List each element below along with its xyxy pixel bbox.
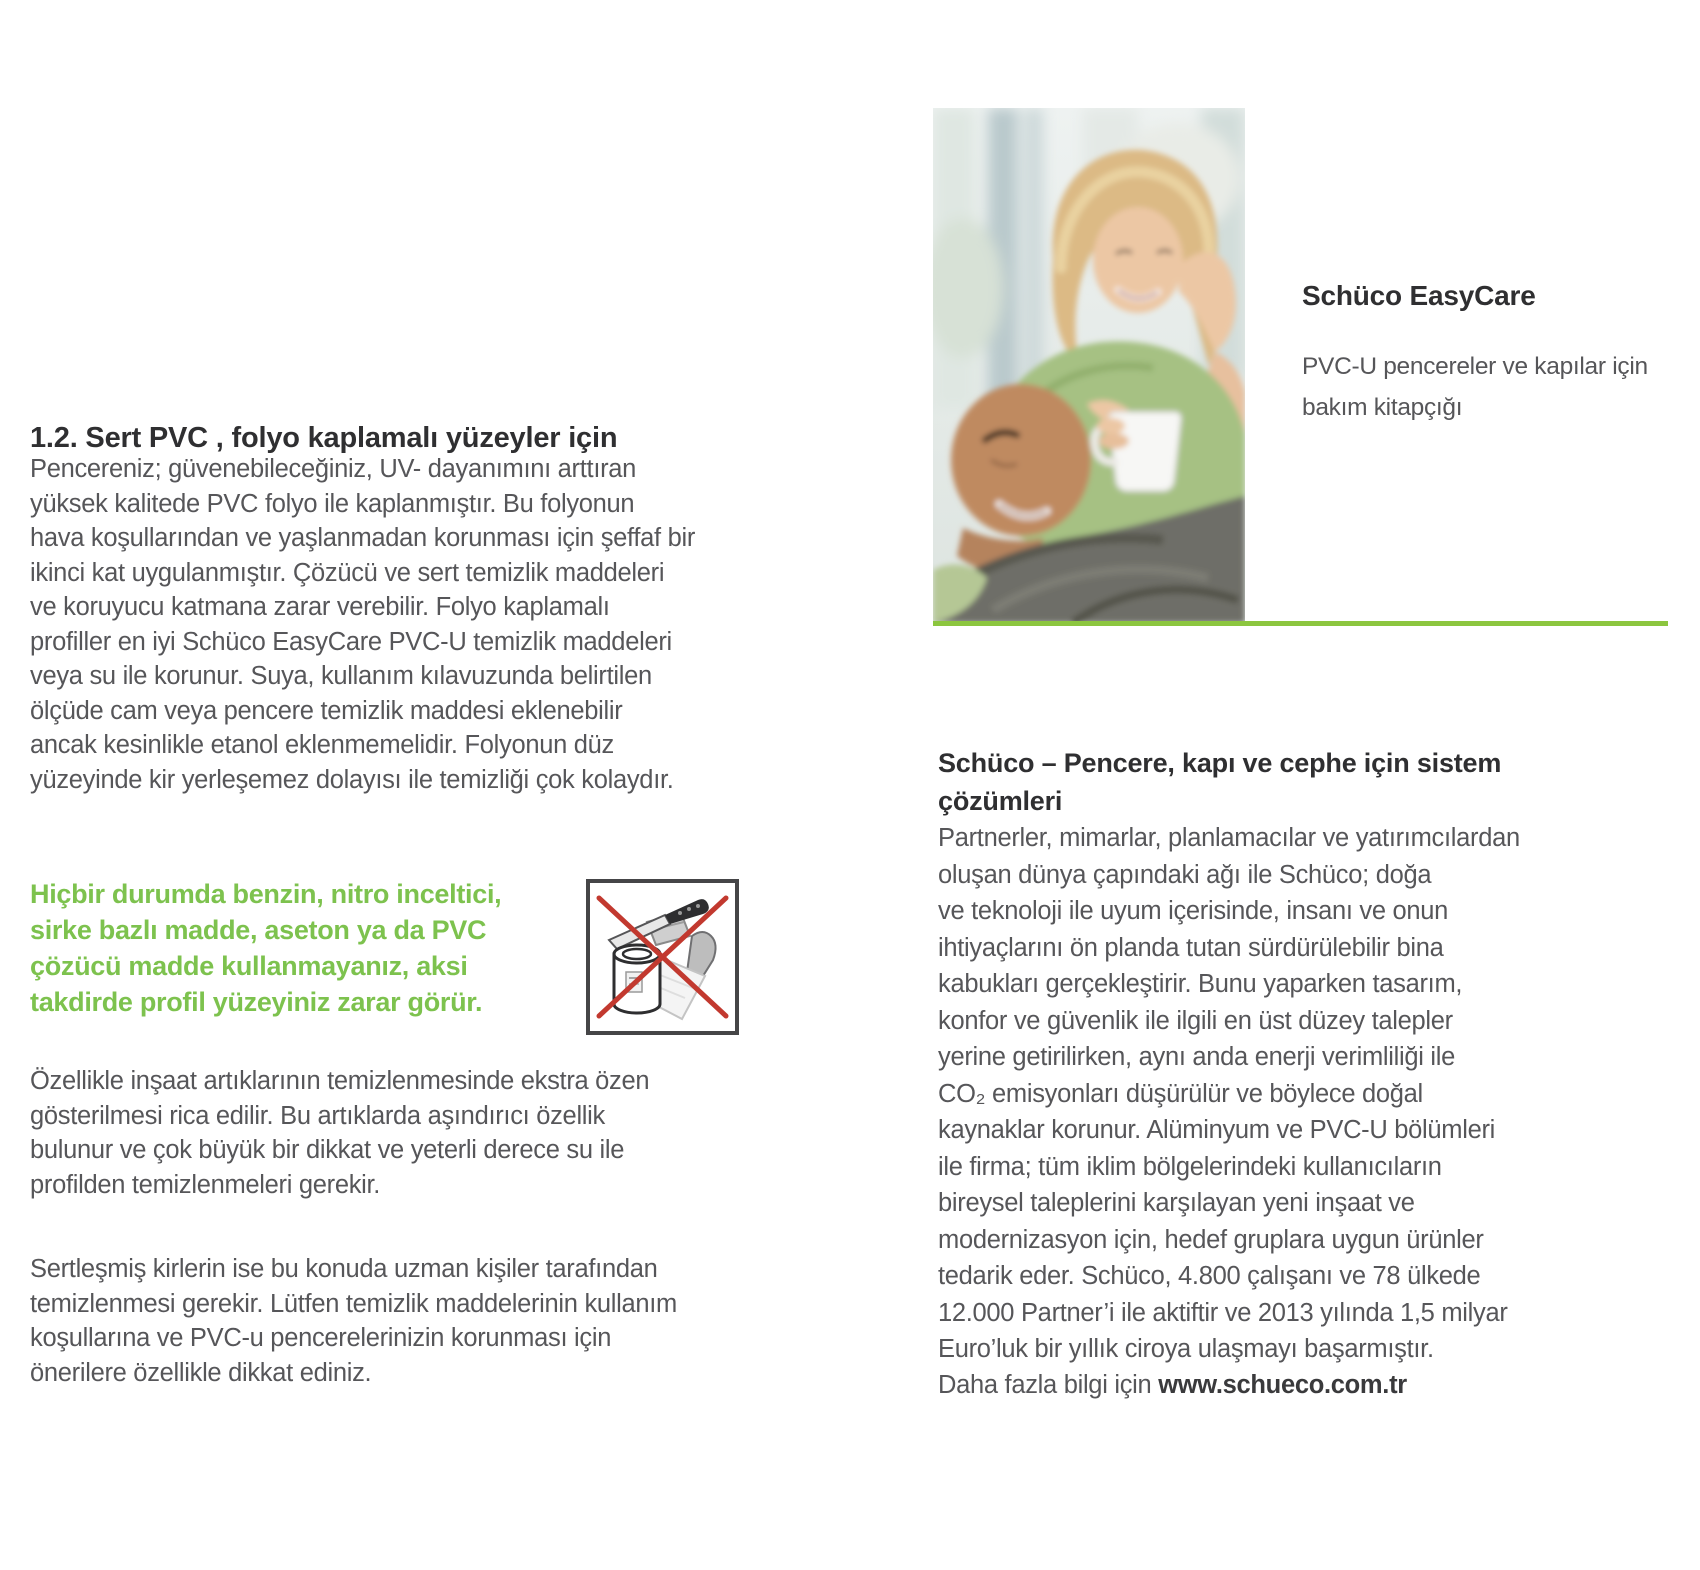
text-line: yüzeyinde kir yerleşemez dolayısı ile temizliği çok kolaydır. [30,765,674,794]
text-line: gösterilmesi rica edilir. Bu artıklarda aşındırıcı özellik [30,1101,605,1130]
section-heading-1-2: 1.2. Sert PVC , folyo kaplamalı yüzeyler için [30,422,618,454]
text-line: Sertleşmiş kirlerin ise bu konuda uzman kişiler tarafından [30,1255,658,1283]
text-line: bakım kitapçığı [1302,394,1463,421]
text-line: kabukları gerçekleştirir. Bunu yaparken tasarım, [938,970,1463,998]
text-line: ve teknoloji ile uyum içerisinde, insanı ve onun [938,897,1449,925]
text-line: ikinci kat uygulanmıştır. Çözücü ve sert temizlik maddeleri [30,558,665,587]
text-line: profilden temizlenmeleri gerekir. [30,1170,381,1199]
text-line: yerine getirilirken, aynı anda enerji verimliliği ile [938,1043,1455,1071]
couple-photo [933,108,1245,623]
text-line: modernizasyon için, hedef gruplara uygun ürünler [938,1225,1484,1254]
text-line: PVC-U pencereler ve kapılar için [1302,353,1648,380]
paragraph-hardened-dirt [30,1252,677,1390]
text-line: Schüco – Pencere, kapı ve cephe için sistem [938,748,1502,778]
text-line: önerilere özellikle dikkat ediniz. [30,1358,372,1387]
warning-text-green [30,876,501,1020]
more-info-text: Daha fazla bilgi için [938,1371,1159,1399]
paragraph-construction-residue [30,1064,649,1202]
green-divider [933,621,1668,626]
text-line: profiller en iyi Schüco EasyCare PVC-U temizlik maddeleri [30,627,672,656]
text-line: 12.000 Partner’i ile aktiftir ve 2013 yılında 1,5 milyar [938,1298,1508,1327]
text-line: çözücü madde kullanmayanız, aksi [30,951,468,981]
text-line: konfor ve güvenlik ile ilgili en üst düzey talepler [938,1006,1453,1035]
text-line: ile firma; tüm iklim bölgelerindeki kullanıcıların [938,1152,1442,1181]
text-line: bulunur ve çok büyük bir dikkat ve yeterli derece su ile [30,1136,625,1164]
text-line: oluşan dünya çapındaki ağı ile Schüco; doğa [938,860,1432,889]
text-line: kaynaklar korunur. Alüminyum ve PVC-U bölümleri [938,1116,1496,1144]
text-line: takdirde profil yüzeyiniz zarar görür. [30,987,483,1017]
text-line: Hiçbir durumda benzin, nitro inceltici, [30,879,502,909]
text-line: ihtiyaçlarını ön planda tutan sürdürülebilir bina [938,933,1444,962]
company-section-heading [938,744,1501,820]
text-line: CO₂ emisyonları düşürülür ve böylece doğal [938,1079,1423,1108]
text-line: tedarik eder. Schüco, 4.800 çalışanı ve 78 ülkede [938,1262,1481,1290]
text-line: ve koruyucu katmana zarar verebilir. Folyo kaplamalı [30,593,610,621]
text-line: yüksek kalitede PVC folyo ile kaplanmıştır. Bu folyonun [30,489,635,518]
text-line: veya su ile korunur. Suya, kullanım kılavuzunda belirtilen [30,662,652,690]
text-line: Euro’luk bir yıllık ciroya ulaşmayı başarmıştır. [938,1335,1434,1363]
text-line: ölçüde cam veya pencere temizlik maddesi eklenebilir [30,696,623,725]
website-url: www.schueco.com.tr [1158,1371,1407,1399]
text-line: hava koşullarından ve yaşlanmadan korunması için şeffaf bir [30,524,696,552]
more-info-line [938,1367,1407,1404]
text-line: temizlenmesi gerekir. Lütfen temizlik maddelerinin kullanım [30,1289,677,1318]
text-line: çözümleri [938,786,1063,816]
company-description [938,820,1520,1368]
text-line: koşullarına ve PVC-u pencerelerinizin korunması için [30,1324,612,1352]
product-title: Schüco EasyCare [1302,280,1536,311]
text-line: bireysel taleplerini karşılayan yeni inşaat ve [938,1189,1415,1217]
text-line: ancak kesinlikle etanol eklenmemelidir. Folyonun düz [30,731,614,759]
paragraph-foil-surfaces [30,452,695,797]
no-solvents-prohibition-icon [585,878,740,1036]
product-subtitle [1302,346,1648,428]
text-line: Pencereniz; güvenebileceğiniz, UV- dayanımını arttıran [30,455,637,483]
text-line: sirke bazlı madde, aseton ya da PVC [30,915,487,945]
text-line: Özellikle inşaat artıklarının temizlenmesinde ekstra özen [30,1067,650,1095]
text-line: Partnerler, mimarlar, planlamacılar ve yatırımcılardan [938,824,1520,852]
